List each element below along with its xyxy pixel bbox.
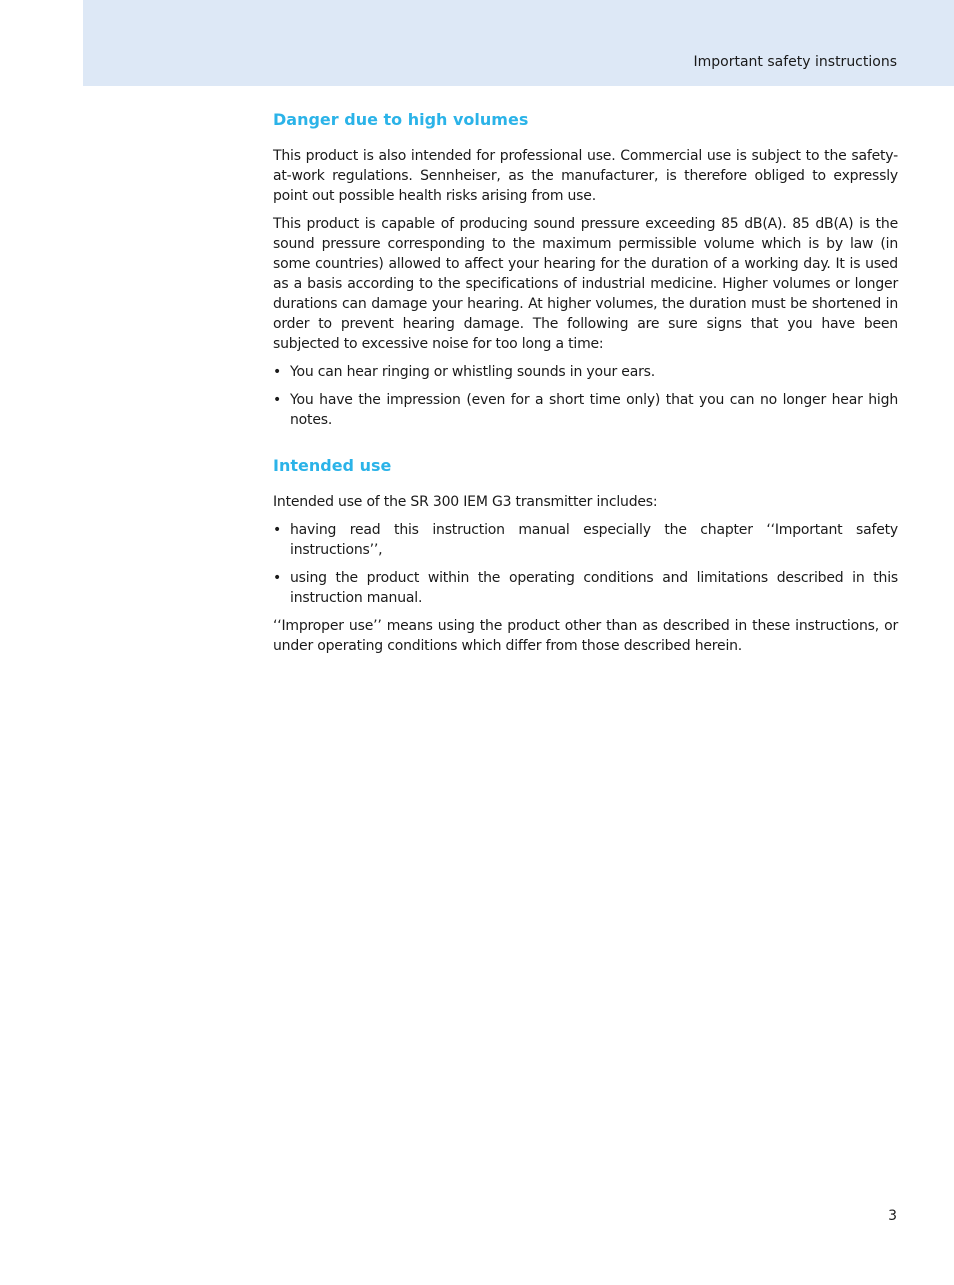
bullet-icon: • (273, 570, 282, 586)
list-item (273, 390, 898, 430)
paragraph-sound-pressure: This product is capable of producing sound pressure exceeding 85 dB(A). 85 dB(A) is the sound pressure corresponding to the maximum permissible volume which is by law (in some countries) allowed to affect your hearing for the duration of a working day. It is used as a basis according to the specifications of industrial medicine. Higher volumes or longer durations can damage your hearing. At higher volumes, the duration must be shortened in order to prevent hearing damage. The following are sure signs that you have been subjected to excessive noise for too long a time: (273, 216, 898, 352)
paragraph-professional-use: This product is also intended for professional use. Commercial use is subject to the safety-at-work regulations. Sennheiser, as the manufacturer, is therefore obliged to expressly point out possible health risks arising from use. (273, 148, 898, 204)
section-heading-intended-use: Intended use (273, 456, 392, 475)
list-item (273, 520, 898, 560)
intended-use-list (273, 520, 898, 608)
paragraph-intended-use-intro: Intended use of the SR 300 IEM G3 transmitter includes: (273, 494, 658, 510)
bullet-icon: • (273, 364, 282, 380)
bullet-icon: • (273, 522, 282, 538)
list-item-text: You have the impression (even for a short time only) that you can no longer hear high notes. (290, 392, 898, 428)
hearing-signs-list (273, 362, 898, 430)
paragraph-improper-use: ‘‘Improper use’’ means using the product other than as described in these instructions, or under operating conditions which differ from those described herein. (273, 618, 898, 654)
list-item-text: You can hear ringing or whistling sounds in your ears. (290, 364, 655, 380)
list-item (273, 568, 898, 608)
list-item (273, 362, 898, 382)
section-heading-danger-high-volumes: Danger due to high volumes (273, 110, 529, 129)
header-band (83, 0, 954, 86)
list-item-text: having read this instruction manual especially the chapter ‘‘Important safety instructions’’, (290, 522, 898, 558)
list-item-text: using the product within the operating conditions and limitations described in this instruction manual. (290, 570, 898, 606)
page-number: 3 (888, 1208, 897, 1224)
page-content (273, 108, 898, 664)
bullet-icon: • (273, 392, 282, 408)
header-title: Important safety instructions (693, 54, 897, 70)
